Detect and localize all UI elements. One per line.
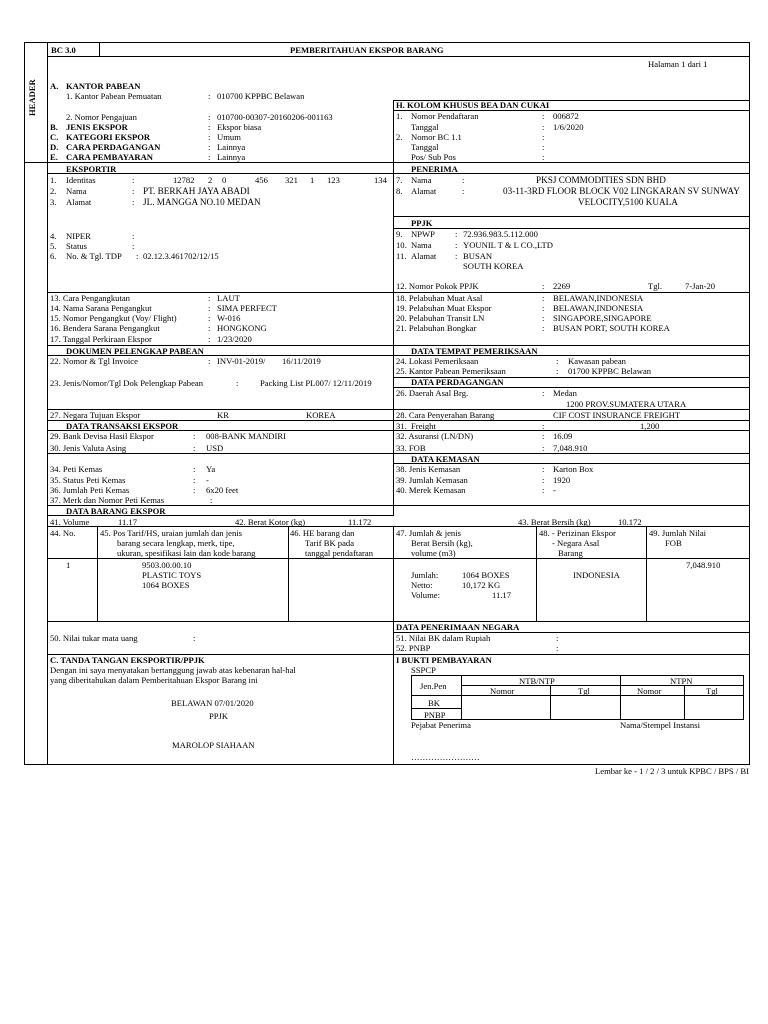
colon: : <box>455 240 458 250</box>
status-label: Status <box>66 241 88 251</box>
peti-jumlah-label: 36. Jumlah Peti Kemas <box>50 485 130 495</box>
row-num: 10. <box>396 240 407 250</box>
niper-label: NIPER <box>66 231 91 241</box>
peti-status-label: 35. Status Peti Kemas <box>50 475 126 485</box>
kategori-ekspor-value: Umum <box>217 132 241 142</box>
valuta-label: 30. Jenis Valuta Asing <box>50 443 127 453</box>
penyerahan-label: 28. Cara Penyerahan Barang <box>396 410 495 420</box>
section-d-letter: D. <box>50 142 59 152</box>
valuta-value: USD <box>206 443 224 453</box>
penerima-title: PENERIMA <box>411 164 458 174</box>
colon: : <box>542 313 545 323</box>
row-num: 2. <box>50 186 57 196</box>
colon: : <box>455 229 458 239</box>
voy-value: W-016 <box>217 313 241 323</box>
payment-table-row-line <box>411 708 461 709</box>
row-num: 6. <box>50 251 57 261</box>
colon: : <box>556 633 559 643</box>
colon: : <box>542 421 545 431</box>
vol-value: 11.17 <box>492 590 512 600</box>
berat-kotor-label: 42. Berat Kotor (kg) <box>235 517 306 527</box>
colon: : <box>556 356 559 366</box>
row-num: 2. <box>396 132 403 142</box>
pos-label: Pos/ Sub Pos <box>411 152 456 162</box>
col47-header-1: 47. Jumlah & jenis <box>396 528 461 538</box>
col-divider-5 <box>646 526 647 621</box>
item-header-bottom-line <box>47 558 750 559</box>
tanggal1-label: Tanggal <box>411 122 439 132</box>
sspcp-label: SSPCP <box>411 665 436 675</box>
dok-jenis-value: Packing List PL007/ 12/11/2019 <box>260 378 372 388</box>
pnbp-label: 52. PNBP <box>396 643 431 653</box>
colon: : <box>193 633 196 643</box>
kantor-pabean-title: KANTOR PABEAN <box>66 81 141 91</box>
signature-title: C. TANDA TANGAN EKSPORTIR/PPJK <box>50 655 205 665</box>
ntpn-header: NTPN <box>670 676 693 686</box>
colon: : <box>208 303 211 313</box>
eksportir-nama-label: Nama <box>66 186 87 196</box>
jumlah-value: 1064 BOXES <box>462 570 510 580</box>
colon: : <box>542 323 545 333</box>
nomor-pendaftaran-value: 006872 <box>553 111 579 121</box>
bk-row-label: BK <box>428 698 440 708</box>
jenpen-header: Jen.Pen <box>420 681 447 691</box>
colon: : <box>542 464 545 474</box>
col48-header-2: - Negara Asal <box>552 538 600 548</box>
nomor-bc-label: Nomor BC 1.1 <box>411 132 462 142</box>
kantor-periksa-label: 25. Kantor Pabean Pemeriksaan <box>396 366 506 376</box>
peti-jumlah-value: 6x20 feet <box>206 485 239 495</box>
colon: : <box>210 495 213 505</box>
colon: : <box>542 111 545 121</box>
colon: : <box>542 122 545 132</box>
colon: : <box>136 251 139 261</box>
daerah-value-1: Medan <box>553 388 577 398</box>
cara-angkut-value: LAUT <box>217 293 240 303</box>
lokasi-value: Kawasan pabean <box>568 356 626 366</box>
invoice-value: INV-01-2019/ <box>217 356 266 366</box>
fob-label: 33. FOB <box>396 443 426 453</box>
berat-bersih-label: 43. Berat Bersih (kg) <box>518 517 591 527</box>
peti-status-value: - <box>206 475 209 485</box>
col47-header-3: volume (m3) <box>411 548 456 558</box>
col49-header-2: FOB <box>665 538 682 548</box>
colon: : <box>132 197 135 207</box>
row-num: 7. <box>396 175 403 185</box>
jenis-kemasan-value: Karton Box <box>553 464 594 474</box>
signature-divider <box>393 654 394 765</box>
header-side-divider <box>47 42 48 765</box>
negara-asal-value: INDONESIA <box>573 570 620 580</box>
ppjk-alamat-label: Alamat <box>411 251 437 261</box>
declaration-line-1: Dengan ini saya menyatakan bertanggung jawab atas kebenaran hal-hal <box>50 665 296 675</box>
penerima-alamat-value-2: VELOCITY,5100 KUALA <box>578 197 678 207</box>
colon: : <box>193 443 196 453</box>
identitas-1: 12782 <box>173 175 195 185</box>
colon: : <box>208 91 211 101</box>
col-divider-3 <box>393 526 394 621</box>
signature-dots: …………………… <box>411 752 480 762</box>
stempel-label: Nama/Stempel Instansi <box>620 720 700 730</box>
muat-ekspor-label: 19. Pelabuhan Muat Ekspor <box>396 303 492 313</box>
jumlah-kemasan-value: 1920 <box>553 475 571 485</box>
ppjk-alamat-value-1: BUSAN <box>463 251 493 261</box>
tdp-value: 02.12.3.461702/12/15 <box>143 251 219 261</box>
col46-header-1: 46. HE barang dan <box>290 528 355 538</box>
section-c-letter: C. <box>50 132 59 142</box>
eksportir-alamat-label: Alamat <box>66 197 92 207</box>
merk-peti-label: 37. Merk dan Nomor Peti Kemas <box>50 495 165 505</box>
ppjk-nama-label: Nama <box>411 240 432 250</box>
kemas-top-line <box>47 453 750 454</box>
ppjk-tgl-label: Tgl. <box>648 281 663 291</box>
colon: : <box>193 464 196 474</box>
jumlah-kemasan-label: 39. Jumlah Kemasan <box>396 475 468 485</box>
pemeriksaan-title: DATA TEMPAT PEMERIKSAAN <box>411 346 538 356</box>
colon: : <box>193 475 196 485</box>
daerah-label: 26. Daerah Asal Brg. <box>396 388 469 398</box>
asuransi-label: 32. Asuransi (LN/DN) <box>396 431 474 441</box>
colon: : <box>556 366 559 376</box>
transit-value: SINGAPORE,SINGAPORE <box>553 313 652 323</box>
identitas-8: 134 <box>374 175 387 185</box>
lokasi-label: 24. Lokasi Pemeriksaan <box>396 356 479 366</box>
eksportir-alamat-value: JL. MANGGA NO.10 MEDAN <box>143 197 261 207</box>
declaration-line-2: yang diberitahukan dalam Pemberitahuan Ekspor Barang ini <box>50 675 258 685</box>
lembar-footer: Lembar ke - 1 / 2 / 3 untuk KPBC / BPS / BI <box>595 766 749 776</box>
peti-value: Ya <box>206 464 216 474</box>
npwp-value: 72.936.983.5.112.000 <box>463 229 538 239</box>
merek-kemasan-value: - <box>553 485 556 495</box>
cara-perdagangan-value: Lainnya <box>217 142 246 152</box>
transaksi-title: DATA TRANSAKSI EKSPOR <box>66 421 179 431</box>
row-num: 4. <box>50 231 57 241</box>
identitas-5: 321 <box>285 175 298 185</box>
colon: : <box>132 186 135 196</box>
colon: : <box>208 334 211 344</box>
nomor-pokok-value: 2269 <box>553 281 571 291</box>
page-info: Halaman 1 dari 1 <box>648 59 708 69</box>
item-header-top-line <box>47 526 750 527</box>
ppjk-top-line <box>393 216 750 217</box>
colon: : <box>542 443 545 453</box>
penerima-nama-label: Nama <box>411 175 432 185</box>
colon: : <box>193 485 196 495</box>
penyerahan-value: CIF COST INSURANCE FREIGHT <box>553 410 681 420</box>
nomor-pengajuan-label: 2. Nomor Pengajuan <box>66 112 137 122</box>
payment-col-2 <box>550 685 551 720</box>
peti-label: 34. Peti Kemas <box>50 464 103 474</box>
col45-header-2: barang secara lengkap, merk, tipe, <box>117 538 235 548</box>
identitas-label: Identitas <box>66 175 96 185</box>
signature-place-date: BELAWAN 07/01/2020 <box>171 698 254 708</box>
asuransi-value: 16.09 <box>553 431 573 441</box>
form-code-divider <box>99 42 100 56</box>
ntb-header: NTB/NTP <box>519 676 555 686</box>
jenis-ekspor-value: Ekspor biasa <box>217 122 262 132</box>
row-num: 5. <box>50 241 57 251</box>
kantor-muat-value: 010700 KPPBC Belawan <box>217 91 305 101</box>
col45-header-3: ukuran, spesifikasi lain dan kode barang <box>117 548 256 558</box>
perkiraan-label: 17. Tanggal Perkiraan Ekspor <box>50 334 152 344</box>
penerimaan-title: DATA PENERIMAAN NEGARA <box>396 622 520 632</box>
colon: : <box>208 152 211 162</box>
row-num: 3. <box>50 197 57 207</box>
negara-label: 27. Negara Tujuan Ekspor <box>50 410 141 420</box>
row-num: 9. <box>396 229 403 239</box>
berat-kotor-value: 11.172 <box>348 517 372 527</box>
bendera-label: 16. Bendera Sarana Pengangkut <box>50 323 160 333</box>
identitas-7: 123 <box>327 175 340 185</box>
bendera-value: HONGKONG <box>217 323 267 333</box>
nomor-pendaftaran-label: Nomor Pendaftaran <box>411 111 479 121</box>
invoice-date: 16/11/2019 <box>282 356 321 366</box>
cara-perdagangan-label: CARA PERDAGANGAN <box>66 142 161 152</box>
colon: : <box>132 241 135 251</box>
payment-col-4 <box>684 685 685 720</box>
penerima-alamat-label: Alamat <box>411 186 437 196</box>
kantor-muat-label: 1. Kantor Pabean Pemuatan <box>66 91 162 101</box>
merek-kemasan-label: 40. Merek Kemasan <box>396 485 466 495</box>
signature-role: PPJK <box>209 711 229 721</box>
identitas-2: 2 <box>208 175 213 185</box>
jenis-kemasan-label: 38. Jenis Kemasan <box>396 464 461 474</box>
ntpn-nomor-header: Nomor <box>637 686 662 696</box>
row-num: 1. <box>396 111 403 121</box>
ppjk-tgl-value: 7-Jan-20 <box>685 281 716 291</box>
sarana-value: SIMA PERFECT <box>217 303 277 313</box>
penerimaan-divider <box>393 621 394 654</box>
colon: : <box>542 293 545 303</box>
col47-header-2: Berat Bersih (kg), <box>411 538 473 548</box>
npwp-label: NPWP <box>411 229 435 239</box>
colon: : <box>542 431 545 441</box>
ppjk-nama-value: YOUNIL T & L CO.,LTD <box>463 240 553 250</box>
item-desc: PLASTIC TOYS <box>142 570 202 580</box>
bongkar-label: 21. Pelabuhan Bongkar <box>396 323 477 333</box>
section-e-letter: E. <box>50 152 58 162</box>
form-title: PEMBERITAHUAN EKSPOR BARANG <box>290 45 444 55</box>
colon: : <box>462 186 465 196</box>
colon: : <box>208 112 211 122</box>
tdp-label: No. & Tgl. TDP <box>66 251 122 261</box>
muat-asal-label: 18. Pelabuhan Muat Asal <box>396 293 483 303</box>
section-h-title: H. KOLOM KHUSUS BEA DAN CUKAI <box>396 100 550 110</box>
pejabat-label: Pejabat Penerima <box>411 720 471 730</box>
payment-col-3 <box>620 675 621 720</box>
identitas-6: 1 <box>310 175 315 185</box>
bk-rupiah-label: 51. Nilai BK dalam Rupiah <box>396 633 491 643</box>
negara-name: KOREA <box>306 410 336 420</box>
voy-label: 15. Nomor Pengangkut (Voy/ Flight) <box>50 313 177 323</box>
colon: : <box>208 122 211 132</box>
colon: : <box>132 175 135 185</box>
col-divider-4 <box>536 526 537 621</box>
identitas-3: 0 <box>222 175 227 185</box>
jumlah-label: Jumlah: <box>411 570 439 580</box>
colon: : <box>542 142 545 152</box>
payment-col-1 <box>461 675 462 720</box>
signer-name: MAROLOP SIAHAAN <box>172 740 255 750</box>
item-qty: 1064 BOXES <box>142 580 190 590</box>
col-divider-2 <box>288 526 289 621</box>
colon: : <box>208 323 211 333</box>
sarana-label: 14. Nama Sarana Pengangkut <box>50 303 152 313</box>
colon: : <box>208 142 211 152</box>
negara-code: KR <box>217 410 229 420</box>
row-num: 31. <box>396 421 407 431</box>
colon: : <box>462 175 465 185</box>
freight-value: 1,200 <box>640 421 660 431</box>
berat-bersih-value: 10.172 <box>618 517 642 527</box>
row-num: 8. <box>396 186 403 196</box>
eksportir-nama-value: PT. BERKAH JAYA ABADI <box>143 186 250 196</box>
volume-label: 41. Volume <box>50 517 90 527</box>
volume-value: 11.17 <box>118 517 138 527</box>
nomor-pokok-label: 12. Nomor Pokok PPJK <box>396 281 479 291</box>
bongkar-value: BUSAN PORT, SOUTH KOREA <box>553 323 670 333</box>
colon: : <box>542 475 545 485</box>
col46-header-3: tanggal pendaftaran <box>305 548 373 558</box>
muat-asal-value: BELAWAN,INDONESIA <box>553 293 644 303</box>
bank-value: 008-BANK MANDIRI <box>206 431 286 441</box>
colon: : <box>542 281 545 291</box>
kategori-ekspor-label: KATEGORI EKSPOR <box>66 132 151 142</box>
netto-value: 10,172 KG <box>462 580 501 590</box>
colon: : <box>455 251 458 261</box>
cara-angkut-label: 13. Cara Pengangkutan <box>50 293 130 303</box>
col46-header-2: Tarif BK pada <box>305 538 355 548</box>
vol-label: Volume: <box>411 590 440 600</box>
colon: : <box>542 132 545 142</box>
cara-pembayaran-value: Lainnya <box>217 152 246 162</box>
colon: : <box>542 485 545 495</box>
ppjk-title: PPJK <box>411 218 433 228</box>
section-a-letter: A. <box>50 81 59 91</box>
freight-label: Freight <box>411 421 436 431</box>
item-fob-value: 7,048.910 <box>686 560 721 570</box>
penerima-alamat-value-1: 03-11-3RD FLOOR BLOCK V02 LINGKARAN SV SUNWAY <box>503 186 740 196</box>
invoice-label: 22. Nomor & Tgl Invoice <box>50 356 138 366</box>
kemasan-title: DATA KEMASAN <box>411 454 480 464</box>
cara-pembayaran-label: CARA PEMBAYARAN <box>66 152 153 162</box>
colon: : <box>193 431 196 441</box>
bukti-title: I BUKTI PEMBAYARAN <box>396 655 492 665</box>
col48-header-3: Barang <box>558 548 583 558</box>
item-no: 1 <box>66 560 71 570</box>
netto-label: Netto: <box>411 580 433 590</box>
perkiraan-value: 1/23/2020 <box>217 334 252 344</box>
ntb-nomor-header: Nomor <box>490 686 515 696</box>
tanggal2-label: Tanggal <box>411 142 439 152</box>
title-row-line <box>47 56 750 57</box>
muat-ekspor-value: BELAWAN,INDONESIA <box>553 303 644 313</box>
bank-label: 29. Bank Devisa Hasil Ekspor <box>50 431 154 441</box>
col45-header-1: 45. Pos Tarif/HS, uraian jumlah dan jenis <box>100 528 242 538</box>
colon: : <box>542 303 545 313</box>
daerah-value-2: 1200 PROV.SUMATERA UTARA <box>566 399 687 409</box>
form-code: BC 3.0 <box>51 45 76 55</box>
kantor-periksa-value: 01700 KPPBC Belawan <box>568 366 652 376</box>
colon: : <box>556 643 559 653</box>
pnbp-row-label: PNBP <box>424 710 446 720</box>
identitas-4: 456 <box>255 175 268 185</box>
colon: : <box>542 152 545 162</box>
col48-header-1: 48. - Perizinan Ekspor <box>539 528 616 538</box>
col-divider-1 <box>97 526 98 621</box>
penerima-nama-value: PKSJ COMMODITIES SDN BHD <box>536 175 666 185</box>
colon: : <box>208 132 211 142</box>
ntb-tgl-header: Tgl <box>578 686 590 696</box>
perdagangan-title: DATA PERDAGANGAN <box>411 377 504 387</box>
col44-header: 44. No. <box>50 528 76 538</box>
ntpn-tgl-header: Tgl <box>706 686 718 696</box>
colon: : <box>208 356 211 366</box>
ppjk-title-line <box>393 228 750 229</box>
nomor-pengajuan-value: 010700-00307-20160206-001163 <box>217 112 333 122</box>
colon: : <box>236 378 239 388</box>
section-b-letter: B. <box>50 122 58 132</box>
barang-title: DATA BARANG EKSPOR <box>66 506 166 516</box>
jenis-ekspor-label: JENIS EKSPOR <box>66 122 128 132</box>
row-num: 1. <box>50 175 57 185</box>
row-num: 11. <box>396 251 407 261</box>
tanggal1-value: 1/6/2020 <box>553 122 584 132</box>
transit-label: 20. Pelabuhan Transit LN <box>396 313 485 323</box>
eksportir-title: EKSPORTIR <box>66 164 117 174</box>
dokumen-title: DOKUMEN PELENGKAP PABEAN <box>66 346 204 356</box>
header-side-label: HEADER <box>27 79 37 116</box>
item-hs: 9503.00.00.10 <box>142 560 192 570</box>
colon: : <box>208 313 211 323</box>
ppjk-alamat-value-2: SOUTH KOREA <box>463 261 524 271</box>
colon: : <box>542 388 545 398</box>
colon: : <box>132 231 135 241</box>
kurs-label: 50. Nilai tukar mata uang <box>50 633 138 643</box>
dok-jenis-label: 23. Jenis/Nomor/Tgl Dok Pelengkap Pabean <box>50 378 203 388</box>
fob-value: 7,048.910 <box>553 443 588 453</box>
col49-header-1: 49. Jumlah Nilai <box>649 528 707 538</box>
colon: : <box>208 293 211 303</box>
